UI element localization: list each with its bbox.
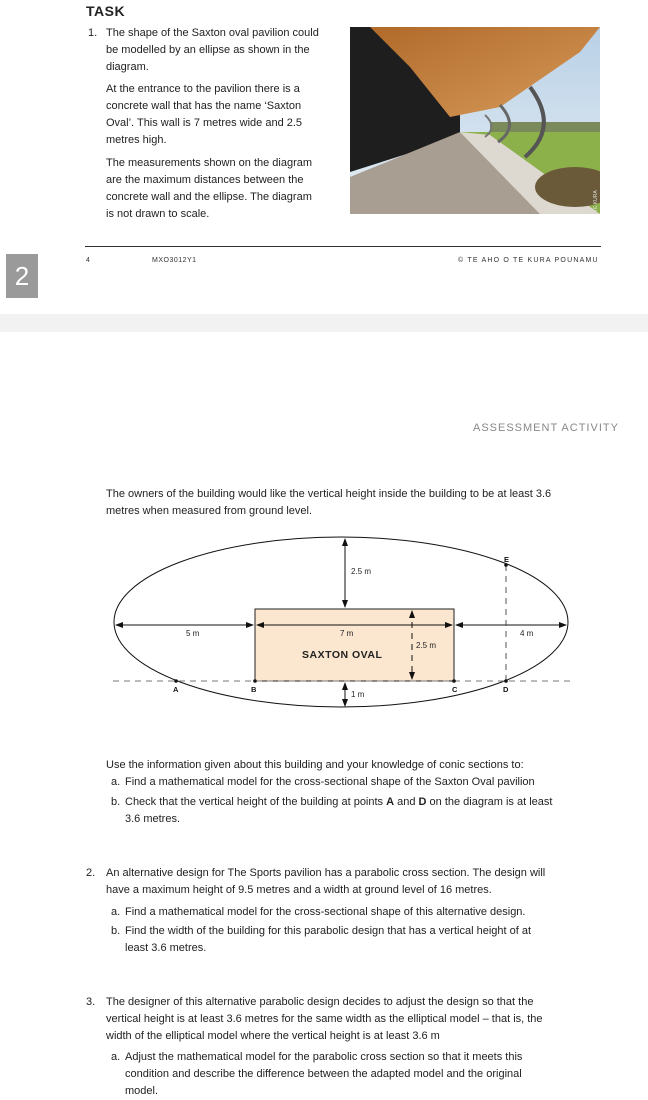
footer-code: MXO3012Y1 bbox=[152, 257, 197, 264]
point-d-ref: D bbox=[418, 796, 427, 808]
point-a bbox=[174, 679, 178, 683]
text-line: model. bbox=[125, 1085, 159, 1097]
label-width: 7 m bbox=[340, 629, 354, 638]
text-line: diagram. bbox=[106, 61, 149, 73]
q2-number: 2. bbox=[86, 867, 96, 879]
q1b-and: and bbox=[394, 796, 419, 808]
page-separator bbox=[0, 314, 648, 332]
text-line: concrete wall and the ellipse. The diagram bbox=[106, 191, 312, 203]
text-line: An alternative design for The Sports pavilion has a parabolic cross section. The design will bbox=[106, 867, 546, 879]
q1b-post: on the diagram is at least bbox=[426, 796, 553, 808]
intro-paragraph bbox=[106, 486, 551, 520]
q2-text bbox=[106, 865, 545, 899]
text-line: The owners of the building would like the vertical height inside the building to be at least 3.6 bbox=[106, 488, 552, 500]
text-line: is not drawn to scale. bbox=[106, 208, 210, 220]
point-c bbox=[452, 679, 456, 683]
footer-rule bbox=[85, 246, 601, 247]
q1b-line2: 3.6 metres. bbox=[125, 813, 181, 825]
label-d: D bbox=[503, 685, 509, 694]
text-line: Find a mathematical model for the cross-sectional shape of the Saxton Oval pavilion bbox=[125, 776, 535, 788]
point-b bbox=[253, 679, 257, 683]
label-top-gap: 2.5 m bbox=[351, 567, 372, 576]
section-label: ASSESSMENT ACTIVITY bbox=[473, 422, 619, 434]
text-line: Find a mathematical model for the cross-sectional shape of this alternative design. bbox=[125, 906, 526, 918]
q1b-pre: Check that the vertical height of the building at points bbox=[125, 796, 387, 808]
label-right-gap: 4 m bbox=[520, 629, 534, 638]
q3a-label: a. bbox=[111, 1051, 121, 1063]
label-c: C bbox=[452, 685, 458, 694]
task-paragraph bbox=[106, 25, 319, 76]
footer-page-number: 4 bbox=[86, 257, 91, 264]
question-number: 1. bbox=[88, 27, 98, 39]
text-line: width of the elliptical model where the vertical height is at least 3.6 m bbox=[106, 1030, 440, 1042]
text-line: vertical height is at least 3.6 metres for the same width as the elliptical model – that is, the bbox=[106, 1013, 543, 1025]
q2b-label: b. bbox=[111, 925, 121, 937]
q1b-label: b. bbox=[111, 796, 121, 808]
text-line: condition and describe the difference between the adapted model and the original bbox=[125, 1068, 522, 1080]
task-heading: TASK bbox=[86, 3, 126, 19]
label-b: B bbox=[251, 685, 257, 694]
page-number-badge: 2 bbox=[6, 254, 38, 298]
text-line: have a maximum height of 9.5 metres and a width at ground level of 16 metres. bbox=[106, 884, 492, 896]
point-a-ref: A bbox=[386, 796, 395, 808]
text-line: The designer of this alternative parabolic design decides to adjust the design so that the bbox=[106, 996, 534, 1008]
pavilion-photo bbox=[350, 27, 600, 214]
text-line: are the maximum distances between the bbox=[106, 174, 304, 186]
text-line: least 3.6 metres. bbox=[125, 942, 207, 954]
q2a-label: a. bbox=[111, 906, 121, 918]
text-line: At the entrance to the pavilion there is a bbox=[106, 83, 300, 95]
q1a-label: a. bbox=[111, 776, 121, 788]
task-paragraph bbox=[106, 155, 312, 223]
q2b-text bbox=[125, 923, 531, 957]
q1b-text bbox=[125, 794, 552, 828]
label-e: E bbox=[504, 555, 510, 564]
label-bottom-gap: 1 m bbox=[351, 690, 365, 699]
text-line: The shape of the Saxton oval pavilion could bbox=[106, 27, 319, 39]
q3-number: 3. bbox=[86, 996, 96, 1008]
text-line: be modelled by an ellipse as shown in the bbox=[106, 44, 310, 56]
photo-credit: TE KURA bbox=[593, 190, 599, 212]
q1a-text bbox=[125, 774, 535, 791]
label-a: A bbox=[173, 685, 179, 694]
wall-title: SAXTON OVAL bbox=[302, 649, 383, 661]
footer-copyright: © TE AHO O TE KURA POUNAMU bbox=[458, 257, 599, 264]
text-line: Adjust the mathematical model for the parabolic cross section so that it meets this bbox=[125, 1051, 523, 1063]
point-d bbox=[504, 679, 508, 683]
text-line: Find the width of the building for this parabolic design that has a vertical height of at bbox=[125, 925, 532, 937]
text-line: The measurements shown on the diagram bbox=[106, 157, 313, 169]
text-line: metres high. bbox=[106, 134, 167, 146]
q3a-text bbox=[125, 1049, 522, 1100]
instructions: Use the information given about this building and your knowledge of conic sections to: bbox=[106, 759, 524, 771]
q3-text bbox=[106, 994, 543, 1045]
q2a-text bbox=[125, 904, 525, 921]
task-paragraph bbox=[106, 81, 302, 149]
text-line: Oval’. This wall is 7 metres wide and 2.5 bbox=[106, 117, 303, 129]
text-line: metres when measured from ground level. bbox=[106, 505, 313, 517]
ellipse-diagram bbox=[100, 530, 580, 710]
label-height: 2.5 m bbox=[416, 641, 437, 650]
label-left-gap: 5 m bbox=[186, 629, 200, 638]
text-line: concrete wall that has the name ‘Saxton bbox=[106, 100, 302, 112]
